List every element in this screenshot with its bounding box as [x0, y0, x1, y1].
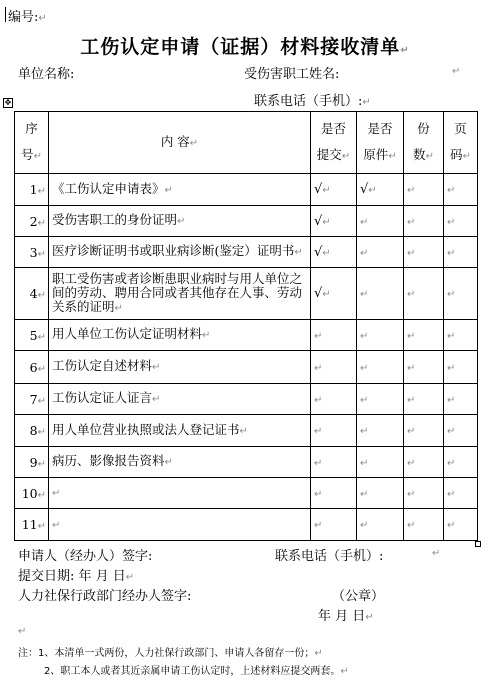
- row-content[interactable]: ↵: [49, 509, 311, 541]
- header-pages: 页 码↵: [444, 112, 478, 174]
- note-line-1: 注：1、本清单一式两份，人力社保行政部门、申请人各留存一份；↵: [18, 648, 323, 659]
- table-row: [15, 478, 478, 509]
- row-submitted[interactable]: ↵: [311, 384, 357, 415]
- row-submitted[interactable]: √↵: [311, 268, 357, 320]
- row-pages[interactable]: ↵: [444, 351, 478, 384]
- row-original[interactable]: ↵: [357, 415, 404, 447]
- table-row: [15, 415, 478, 447]
- row-content[interactable]: 工伤认定证人证言↵: [49, 384, 311, 415]
- row-content[interactable]: ↵: [49, 478, 311, 509]
- official-seal-label: （公章）: [332, 589, 385, 604]
- applicant-phone-label: 联系电话（手机）:: [275, 549, 384, 564]
- row-pages[interactable]: ↵: [444, 447, 478, 478]
- submit-date-label: 提交日期: 年 月 日↵: [18, 569, 135, 584]
- table-row: [15, 174, 478, 206]
- row-number[interactable]: 2↵: [15, 206, 49, 237]
- applicant-signature-label: 申请人（经办人）签字:: [18, 549, 153, 564]
- row-pages[interactable]: ↵: [444, 237, 478, 268]
- officer-signature-label: 人力社保行政部门经办人签字:: [18, 589, 192, 604]
- table-row: [15, 351, 478, 384]
- table-move-handle-icon[interactable]: ✥: [4, 98, 12, 107]
- row-content[interactable]: 用人单位营业执照或法人登记证书↵: [49, 415, 311, 447]
- row-number[interactable]: 9↵: [15, 447, 49, 478]
- row-copies[interactable]: ↵: [404, 509, 444, 541]
- row-original[interactable]: ↵: [357, 237, 404, 268]
- contact-phone-label: 联系电话（手机）:↵: [254, 94, 371, 109]
- row-copies[interactable]: ↵: [404, 237, 444, 268]
- row-original[interactable]: ↵: [357, 384, 404, 415]
- row-submitted[interactable]: ↵: [311, 447, 357, 478]
- paragraph-mark: ↵: [18, 626, 27, 637]
- table-row: [15, 237, 478, 268]
- header-seq: 序 号↵: [15, 112, 49, 174]
- table-row: [15, 384, 478, 415]
- row-copies[interactable]: ↵: [404, 206, 444, 237]
- unit-name-label: 单位名称:: [18, 67, 75, 82]
- table-resize-handle[interactable]: [475, 541, 481, 547]
- row-pages[interactable]: ↵: [444, 206, 478, 237]
- header-copies: 份 数↵: [404, 112, 444, 174]
- row-copies[interactable]: ↵: [404, 320, 444, 351]
- table-row: [15, 509, 478, 541]
- row-copies[interactable]: ↵: [404, 351, 444, 384]
- row-original[interactable]: ↵: [357, 320, 404, 351]
- row-original[interactable]: ↵: [357, 206, 404, 237]
- row-copies[interactable]: ↵: [404, 478, 444, 509]
- row-submitted[interactable]: ↵: [311, 415, 357, 447]
- row-number[interactable]: 6↵: [15, 351, 49, 384]
- page-title: 工伤认定申请（证据）材料接收清单↵: [80, 36, 410, 58]
- row-copies[interactable]: ↵: [404, 268, 444, 320]
- row-pages[interactable]: ↵: [444, 415, 478, 447]
- row-content[interactable]: 病历、影像报告资料↵: [49, 447, 311, 478]
- row-content[interactable]: 《工伤认定申请表》↵: [49, 174, 311, 206]
- table-row: [15, 320, 478, 351]
- row-number[interactable]: 4↵: [15, 268, 49, 320]
- row-copies[interactable]: ↵: [404, 415, 444, 447]
- row-submitted[interactable]: √↵: [311, 237, 357, 268]
- row-number[interactable]: 11↵: [15, 509, 49, 541]
- row-copies[interactable]: ↵: [404, 447, 444, 478]
- row-original[interactable]: √↵: [357, 174, 404, 206]
- injured-worker-name-label: 受伤害职工姓名:: [244, 67, 340, 82]
- row-pages[interactable]: ↵: [444, 384, 478, 415]
- row-original[interactable]: ↵: [357, 351, 404, 384]
- row-pages[interactable]: ↵: [444, 320, 478, 351]
- row-number[interactable]: 8↵: [15, 415, 49, 447]
- row-content[interactable]: 医疗诊断证明书或职业病诊断(鉴定）证明书↵: [49, 237, 311, 268]
- row-copies[interactable]: ↵: [404, 384, 444, 415]
- row-content[interactable]: 职工受伤害或者诊断患职业病时与用人单位之间的劳动、聘用合同或者其他存在人事、劳动关系的证明↵: [49, 268, 311, 320]
- row-original[interactable]: ↵: [357, 509, 404, 541]
- paragraph-mark: ↵: [432, 548, 441, 559]
- row-submitted[interactable]: √↵: [311, 206, 357, 237]
- row-pages[interactable]: ↵: [444, 174, 478, 206]
- row-pages[interactable]: ↵: [444, 268, 478, 320]
- row-content[interactable]: 工伤认定自述材料↵: [49, 351, 311, 384]
- row-number[interactable]: 7↵: [15, 384, 49, 415]
- table-header-row: [15, 112, 478, 174]
- row-number[interactable]: 3↵: [15, 237, 49, 268]
- table-row: [15, 268, 478, 320]
- note-line-2: 2、职工本人或者其近亲属申请工伤认定时，上述材料应提交两套。↵: [44, 666, 349, 677]
- row-original[interactable]: ↵: [357, 447, 404, 478]
- row-original[interactable]: ↵: [357, 478, 404, 509]
- table-row: [15, 447, 478, 478]
- row-content[interactable]: 用人单位工伤认定证明材料↵: [49, 320, 311, 351]
- header-content: 内 容↵: [49, 112, 311, 174]
- row-number[interactable]: 10↵: [15, 478, 49, 509]
- row-pages[interactable]: ↵: [444, 509, 478, 541]
- row-number[interactable]: 5↵: [15, 320, 49, 351]
- row-content[interactable]: 受伤害职工的身份证明↵: [49, 206, 311, 237]
- seal-date-label: 年 月 日↵: [318, 609, 374, 624]
- row-submitted[interactable]: ↵: [311, 320, 357, 351]
- paragraph-mark: ↵: [452, 66, 461, 77]
- table-row: [15, 206, 478, 237]
- row-original[interactable]: ↵: [357, 268, 404, 320]
- header-submitted: 是否 提交↵: [311, 112, 357, 174]
- row-number[interactable]: 1↵: [15, 174, 49, 206]
- row-submitted[interactable]: √↵: [311, 174, 357, 206]
- row-pages[interactable]: ↵: [444, 478, 478, 509]
- materials-table: [14, 111, 478, 541]
- row-submitted[interactable]: ↵: [311, 509, 357, 541]
- header-original: 是否 原件↵: [357, 112, 404, 174]
- row-copies[interactable]: ↵: [404, 174, 444, 206]
- row-submitted[interactable]: ↵: [311, 478, 357, 509]
- serial-number-label: 编号:↵: [8, 6, 47, 25]
- row-submitted[interactable]: ↵: [311, 351, 357, 384]
